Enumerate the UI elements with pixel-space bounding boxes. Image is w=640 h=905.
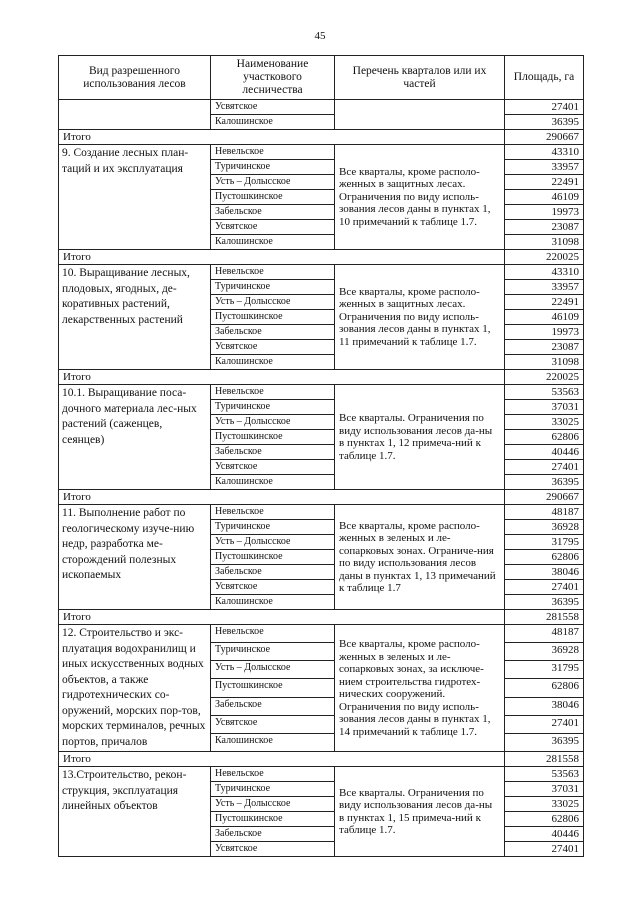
quarters-description: Все кварталы. Ограничения по виду использования лесов да-ны в пунктах 1, 15 примеча-ний к таблице 1.7. xyxy=(335,767,505,857)
area-value: 19973 xyxy=(505,205,584,220)
page-number: 45 xyxy=(314,30,326,42)
forestry-name: Калошинское xyxy=(211,235,335,250)
area-value: 27401 xyxy=(505,580,584,595)
forestry-name: Усвятское xyxy=(211,715,335,733)
area-value: 27401 xyxy=(505,100,584,115)
area-value: 27401 xyxy=(505,460,584,475)
area-value: 23087 xyxy=(505,220,584,235)
forestry-name: Туричинское xyxy=(211,160,335,175)
total-value: 220025 xyxy=(505,370,584,385)
total-row xyxy=(59,490,584,505)
forestry-name: Туричинское xyxy=(211,520,335,535)
forestry-name: Забельское xyxy=(211,827,335,842)
area-value: 22491 xyxy=(505,175,584,190)
area-value: 62806 xyxy=(505,679,584,697)
forestry-name: Усть – Долысское xyxy=(211,661,335,679)
forestry-name: Пустошкинское xyxy=(211,430,335,445)
area-value: 37031 xyxy=(505,400,584,415)
area-value: 36928 xyxy=(505,520,584,535)
area-value: 36395 xyxy=(505,475,584,490)
forestry-name: Невельское xyxy=(211,625,335,643)
table-row xyxy=(59,767,584,782)
table-body xyxy=(59,100,584,857)
table-row xyxy=(59,145,584,160)
area-value: 37031 xyxy=(505,782,584,797)
area-value: 33957 xyxy=(505,160,584,175)
use-type-label: 10. Выращивание лесных, плодовых, ягодных, де-коративных растений, лекарственных растений xyxy=(59,265,211,370)
total-row xyxy=(59,610,584,625)
forestry-name: Усвятское xyxy=(211,220,335,235)
forestry-name: Забельское xyxy=(211,325,335,340)
quarters-description: Все кварталы, кроме располо-женных в зеленых и ле-сопарковых зонах. Ограниче-ния по виду использования лесов даны в пунктах 1, 13 примечаний к таблице 1.7 xyxy=(335,505,505,610)
total-row xyxy=(59,130,584,145)
total-label: Итого xyxy=(59,130,505,145)
forestry-name: Усть – Долысское xyxy=(211,175,335,190)
forestry-name: Невельское xyxy=(211,145,335,160)
forestry-name: Невельское xyxy=(211,385,335,400)
area-value: 33025 xyxy=(505,415,584,430)
quarters-cell xyxy=(335,100,505,130)
forestry-name: Усвятское xyxy=(211,460,335,475)
forestry-name: Невельское xyxy=(211,265,335,280)
total-row xyxy=(59,250,584,265)
total-value: 290667 xyxy=(505,130,584,145)
forestry-name: Туричинское xyxy=(211,400,335,415)
area-value: 36395 xyxy=(505,115,584,130)
area-value: 19973 xyxy=(505,325,584,340)
table-row xyxy=(59,100,584,115)
forestry-name: Калошинское xyxy=(211,355,335,370)
forestry-name: Забельское xyxy=(211,445,335,460)
forestry-name: Калошинское xyxy=(211,115,335,130)
forestry-name: Калошинское xyxy=(211,595,335,610)
forestry-name: Усвятское xyxy=(211,340,335,355)
use-type-label: 13.Строительство, рекон-струкция, эксплуатация линейных объектов xyxy=(59,767,211,857)
area-value: 36928 xyxy=(505,643,584,661)
forestry-name: Усть – Долысское xyxy=(211,295,335,310)
forestry-name: Калошинское xyxy=(211,733,335,751)
area-value: 31795 xyxy=(505,661,584,679)
area-value: 62806 xyxy=(505,430,584,445)
header-use-type: Вид разрешенного использования лесов xyxy=(59,56,211,100)
area-value: 38046 xyxy=(505,697,584,715)
total-label: Итого xyxy=(59,752,505,767)
forest-use-table xyxy=(58,55,584,857)
total-label: Итого xyxy=(59,490,505,505)
forestry-name: Забельское xyxy=(211,205,335,220)
forestry-name: Усвятское xyxy=(211,580,335,595)
forestry-name: Забельское xyxy=(211,565,335,580)
area-value: 36395 xyxy=(505,733,584,751)
forestry-name: Усвятское xyxy=(211,100,335,115)
forestry-name: Усть – Долысское xyxy=(211,797,335,812)
quarters-description: Все кварталы, кроме располо-женных в зеленых и ле-сопарковых зонах, за исключе-нием строительства гидротех-нических сооружений. Ограничения по виду исполь-зования лесов даны в пунктах 1, 14 примечаний к таблице 1.7. xyxy=(335,625,505,752)
area-value: 22491 xyxy=(505,295,584,310)
forestry-name: Туричинское xyxy=(211,643,335,661)
forestry-name: Туричинское xyxy=(211,280,335,295)
header-quarters-list: Перечень кварталов или их частей xyxy=(335,56,505,100)
area-value: 38046 xyxy=(505,565,584,580)
area-value: 40446 xyxy=(505,827,584,842)
use-type-cell xyxy=(59,100,211,130)
area-value: 40446 xyxy=(505,445,584,460)
use-type-label: 10.1. Выращивание поса-дочного материала лес-ных растений (саженцев, сеянцев) xyxy=(59,385,211,490)
area-value: 33025 xyxy=(505,797,584,812)
area-value: 31098 xyxy=(505,355,584,370)
total-value: 290667 xyxy=(505,490,584,505)
forestry-name: Усть – Долысское xyxy=(211,535,335,550)
quarters-description: Все кварталы, кроме располо-женных в защитных лесах. Ограничения по виду исполь-зования лесов даны в пунктах 1, 11 примечаний к таблице 1.7. xyxy=(335,265,505,370)
area-value: 46109 xyxy=(505,310,584,325)
total-value: 220025 xyxy=(505,250,584,265)
area-value: 62806 xyxy=(505,812,584,827)
forestry-name: Калошинское xyxy=(211,475,335,490)
area-value: 27401 xyxy=(505,715,584,733)
forestry-name: Усвятское xyxy=(211,842,335,857)
total-row xyxy=(59,370,584,385)
area-value: 53563 xyxy=(505,767,584,782)
forestry-name: Пустошкинское xyxy=(211,190,335,205)
total-label: Итого xyxy=(59,610,505,625)
area-value: 48187 xyxy=(505,625,584,643)
area-value: 62806 xyxy=(505,550,584,565)
area-value: 27401 xyxy=(505,842,584,857)
area-value: 46109 xyxy=(505,190,584,205)
table-row xyxy=(59,505,584,520)
area-value: 33957 xyxy=(505,280,584,295)
area-value: 48187 xyxy=(505,505,584,520)
total-row xyxy=(59,752,584,767)
area-value: 53563 xyxy=(505,385,584,400)
forestry-name: Туричинское xyxy=(211,782,335,797)
use-type-label: 12. Строительство и экс-плуатация водохранилищ и иных искусственных водных объектов, а также гидротехнических со-оружений, морских пор-тов, морских терминалов, речных портов, причалов xyxy=(59,625,211,752)
table-row xyxy=(59,265,584,280)
total-value: 281558 xyxy=(505,610,584,625)
table-row xyxy=(59,625,584,643)
area-value: 31795 xyxy=(505,535,584,550)
header-area: Площадь, га xyxy=(505,56,584,100)
total-label: Итого xyxy=(59,250,505,265)
forestry-name: Пустошкинское xyxy=(211,310,335,325)
quarters-description: Все кварталы, кроме располо-женных в защитных лесах. Ограничения по виду исполь-зования лесов даны в пунктах 1, 10 примечаний к таблице 1.7. xyxy=(335,145,505,250)
forestry-name: Усть – Долысское xyxy=(211,415,335,430)
table-row xyxy=(59,385,584,400)
forestry-name: Пустошкинское xyxy=(211,550,335,565)
area-value: 31098 xyxy=(505,235,584,250)
use-type-label: 9. Создание лесных план-таций и их эксплуатация xyxy=(59,145,211,250)
area-value: 23087 xyxy=(505,340,584,355)
forestry-name: Пустошкинское xyxy=(211,812,335,827)
area-value: 36395 xyxy=(505,595,584,610)
area-value: 43310 xyxy=(505,145,584,160)
forestry-name: Пустошкинское xyxy=(211,679,335,697)
forestry-name: Невельское xyxy=(211,767,335,782)
header-forestry-name: Наименование участкового лесничества xyxy=(211,56,335,100)
area-value: 43310 xyxy=(505,265,584,280)
forestry-name: Забельское xyxy=(211,697,335,715)
use-type-label: 11. Выполнение работ по геологическому изуче-нию недр, разработка ме-сторождений полезных ископаемых xyxy=(59,505,211,610)
total-label: Итого xyxy=(59,370,505,385)
forestry-name: Невельское xyxy=(211,505,335,520)
quarters-description: Все кварталы. Ограничения по виду использования лесов да-ны в пунктах 1, 12 примеча-ний к таблице 1.7. xyxy=(335,385,505,490)
total-value: 281558 xyxy=(505,752,584,767)
